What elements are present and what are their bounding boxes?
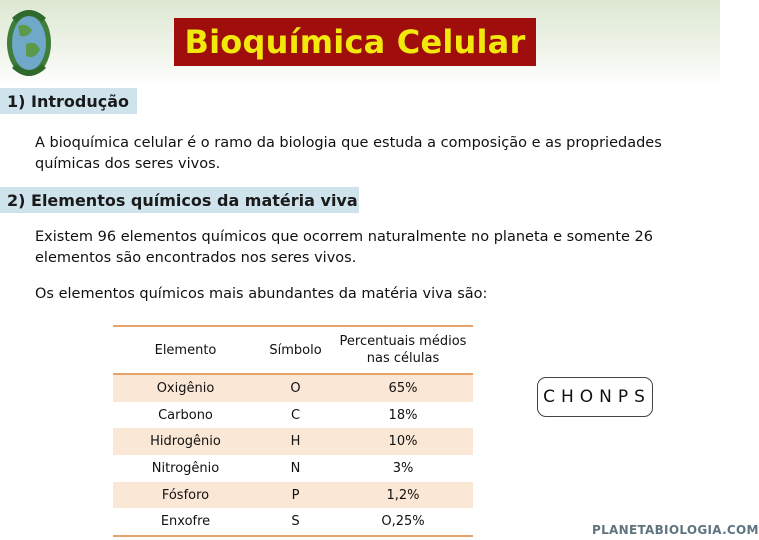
cell-element: Nitrogênio: [151, 460, 220, 476]
cell-element: Carbono: [158, 407, 213, 423]
intro-paragraph: A bioquímica celular é o ramo da biologia que estuda a composição e as propriedades químicas dos seres vivos.: [35, 135, 662, 172]
table-row: [113, 375, 473, 402]
cell-symbol: S: [291, 514, 300, 530]
cell-symbol: O: [290, 380, 301, 396]
cell-percent: O,25%: [381, 514, 425, 530]
elements-paragraph: Existem 96 elementos químicos que ocorrem naturalmente no planeta e somente 26 elementos são encontrados nos seres vivos.: [35, 229, 653, 266]
cell-percent: 3%: [392, 460, 414, 476]
recycling-globe-icon: [2, 4, 56, 82]
elements-table: [113, 325, 473, 537]
cell-element: Fósforo: [161, 487, 210, 503]
cell-element: Hidrogênio: [150, 434, 221, 450]
cell-element: Oxigênio: [156, 380, 215, 396]
section-heading-introducao: 1) Introdução: [0, 88, 137, 114]
abundant-elements-paragraph: Os elementos químicos mais abundantes da matéria viva são:: [35, 286, 488, 302]
cell-symbol: H: [290, 434, 301, 450]
table-row: [113, 482, 473, 509]
cell-element: Enxofre: [160, 514, 211, 530]
column-header-percentuais: Percentuais médios nas células: [339, 334, 467, 366]
column-header-simbolo: Símbolo: [269, 342, 322, 358]
cell-symbol: N: [290, 460, 301, 476]
cell-symbol: P: [291, 487, 300, 503]
title-banner: [174, 18, 536, 66]
chonps-callout: CHONPS: [537, 377, 653, 417]
column-header-elemento: Elemento: [154, 342, 217, 358]
cell-percent: 18%: [388, 407, 418, 423]
cell-percent: 10%: [388, 434, 418, 450]
cell-percent: 1,2%: [386, 487, 420, 503]
table-header-row: [113, 325, 473, 375]
page-title: Bioquímica Celular: [184, 23, 526, 61]
table-row: [113, 402, 473, 429]
cell-percent: 65%: [388, 380, 418, 396]
table-row: [113, 455, 473, 482]
cell-symbol: C: [290, 407, 301, 423]
section-heading-elementos: 2) Elementos químicos da matéria viva: [0, 187, 359, 213]
table-row: [113, 428, 473, 455]
table-row: [113, 508, 473, 537]
site-logo-text: PLANETABIOLOGIA.COM: [592, 523, 759, 537]
